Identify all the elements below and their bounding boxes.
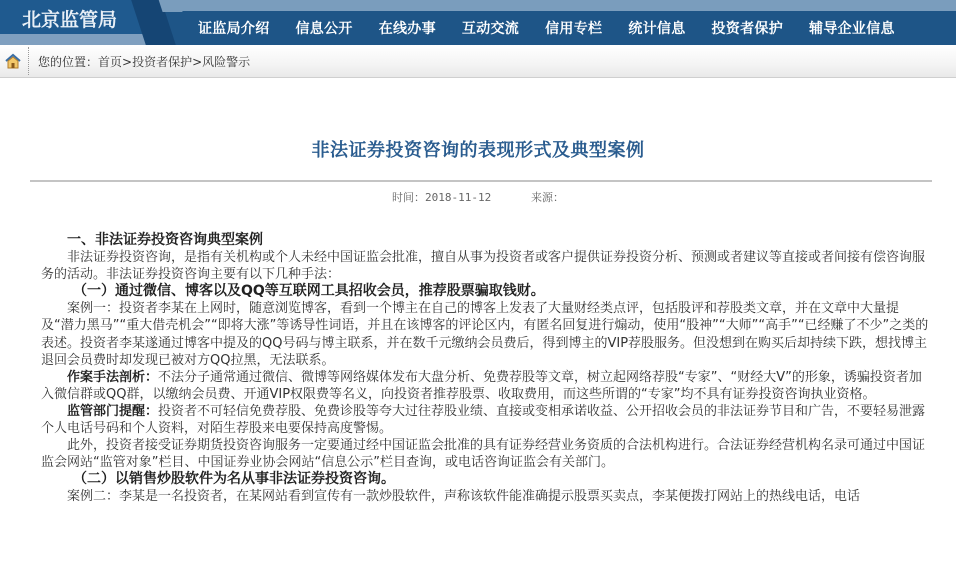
subsection-heading-1: （一）通过微信、博客以及QQ等互联网工具招收会员，推荐股票骗取钱财。 [73, 283, 545, 300]
article-body [41, 232, 931, 506]
analysis-text: 不法分子通常通过微信、微博等网络媒体发布大盘分析、免费荐股等文章，树立起网络荐股“专家”、“财经大V”的形象，诱骗投资者加入微信群或QQ群，以缴纳会员费、开通VIP权限费等名义，向投资者推荐股票、收取费用，而这些所谓的“专家”均不具有证券投资咨询执业资格。 [41, 369, 922, 402]
breadcrumb [38, 53, 250, 70]
breadcrumb-investor-protection[interactable]: 投资者保护 [132, 55, 193, 69]
nav-item-investor-protection[interactable]: 投资者保护 [711, 21, 784, 37]
section-1-intro: 非法证券投资咨询，是指有关机构或个人未经中国证监会批准，擅自从事为投资者或客户提供证券投资分析、预测或者建议等直接或者间接有偿咨询服务的活动。非法证券投资咨询主要有以下几种手法： [41, 250, 926, 283]
main-nav [198, 11, 921, 45]
home-button[interactable] [0, 45, 26, 77]
case-2-text: 案例二：李某是一名投资者，在某网站看到宣传有一款炒股软件，声称该软件能准确提示股票买卖点，李某便拨打网站上的热线电话，电话 [67, 489, 861, 505]
reminder-text: 投资者不可轻信免费荐股、免费诊股等夸大过往荐股业绩、直接或变相承诺收益、公开招收会员的非法证券节目和广告，不要轻易泄露个人电话号码和个人资料，对陌生荐股来电要保持高度警惕。 [41, 403, 926, 437]
breadcrumb-separator: > [192, 55, 203, 69]
header-slant-highlight [157, 0, 182, 12]
breadcrumb-bar [0, 45, 956, 78]
nav-item-intro[interactable]: 证监局介绍 [198, 21, 270, 37]
nav-item-statistics[interactable]: 统计信息 [628, 21, 686, 37]
title-divider [30, 180, 932, 182]
breadcrumb-home[interactable]: 首页 [98, 55, 123, 69]
article-meta [0, 189, 956, 205]
nav-item-credit[interactable]: 信用专栏 [545, 21, 603, 37]
reminder-paragraph [41, 403, 931, 437]
breadcrumb-separator: > [122, 55, 133, 69]
nav-item-interaction[interactable]: 互动交流 [461, 21, 520, 37]
site-header [0, 0, 956, 45]
subsection-heading-2: （二）以销售炒股软件为名从事非法证券投资咨询。 [73, 471, 395, 488]
site-logo[interactable]: 北京监管局 [22, 9, 118, 31]
analysis-paragraph [41, 369, 931, 403]
reminder-label: 监管部门提醒： [67, 403, 159, 419]
time-label: 时间： [392, 191, 425, 204]
nav-item-enterprise-guidance[interactable]: 辅导企业信息 [809, 21, 895, 37]
analysis-label: 作案手法剖析： [67, 369, 159, 385]
nav-item-online-service[interactable]: 在线办事 [378, 21, 436, 37]
logo-bottom-band [0, 34, 150, 45]
breadcrumb-risk-warning[interactable]: 风险警示 [202, 55, 251, 69]
nav-item-info-disclosure[interactable]: 信息公开 [295, 21, 353, 37]
publish-date: 2018-11-12 [425, 191, 492, 204]
breadcrumb-divider [28, 47, 29, 75]
case-1-text: 案例一：投资者李某在上网时，随意浏览博客，看到一个博主在自己的博客上发表了大量财经类点评，包括股评和荐股类文章，并在文章中大量提及“潜力黑马”“重大借壳机会”“即将大涨”等诱导性词语，并且在该博客的评论区内，有匿名回复进行煽动，使用“股神”“大师”“高手”“已经赚了不少”之类的表述。投资者李某遂通过博客中提及的QQ号码与博主联系，并在数千元缴纳会员费后，得到博主的VIP荐股服务。但没想到在购买后却持续下跌，想找博主退回会员费时却发现已被对方QQ拉黑，无法联系。 [41, 301, 929, 368]
home-icon [4, 53, 22, 70]
section-heading-1: 一、非法证券投资咨询典型案例 [67, 232, 263, 248]
article-title: 非法证券投资咨询的表现形式及典型案例 [311, 140, 645, 161]
breadcrumb-prefix: 您的位置： [38, 55, 99, 69]
source-label: 来源： [530, 191, 564, 204]
additional-advice: 此外，投资者接受证券期货投资咨询服务一定要通过经中国证监会批准的具有证券经营业务资质的合法机构进行。合法证券经营机构名录可通过中国证监会网站“监管对象”栏目、中国证券业协会网站“信息公示”栏目查询，或电话咨询证监会有关部门。 [41, 438, 926, 471]
